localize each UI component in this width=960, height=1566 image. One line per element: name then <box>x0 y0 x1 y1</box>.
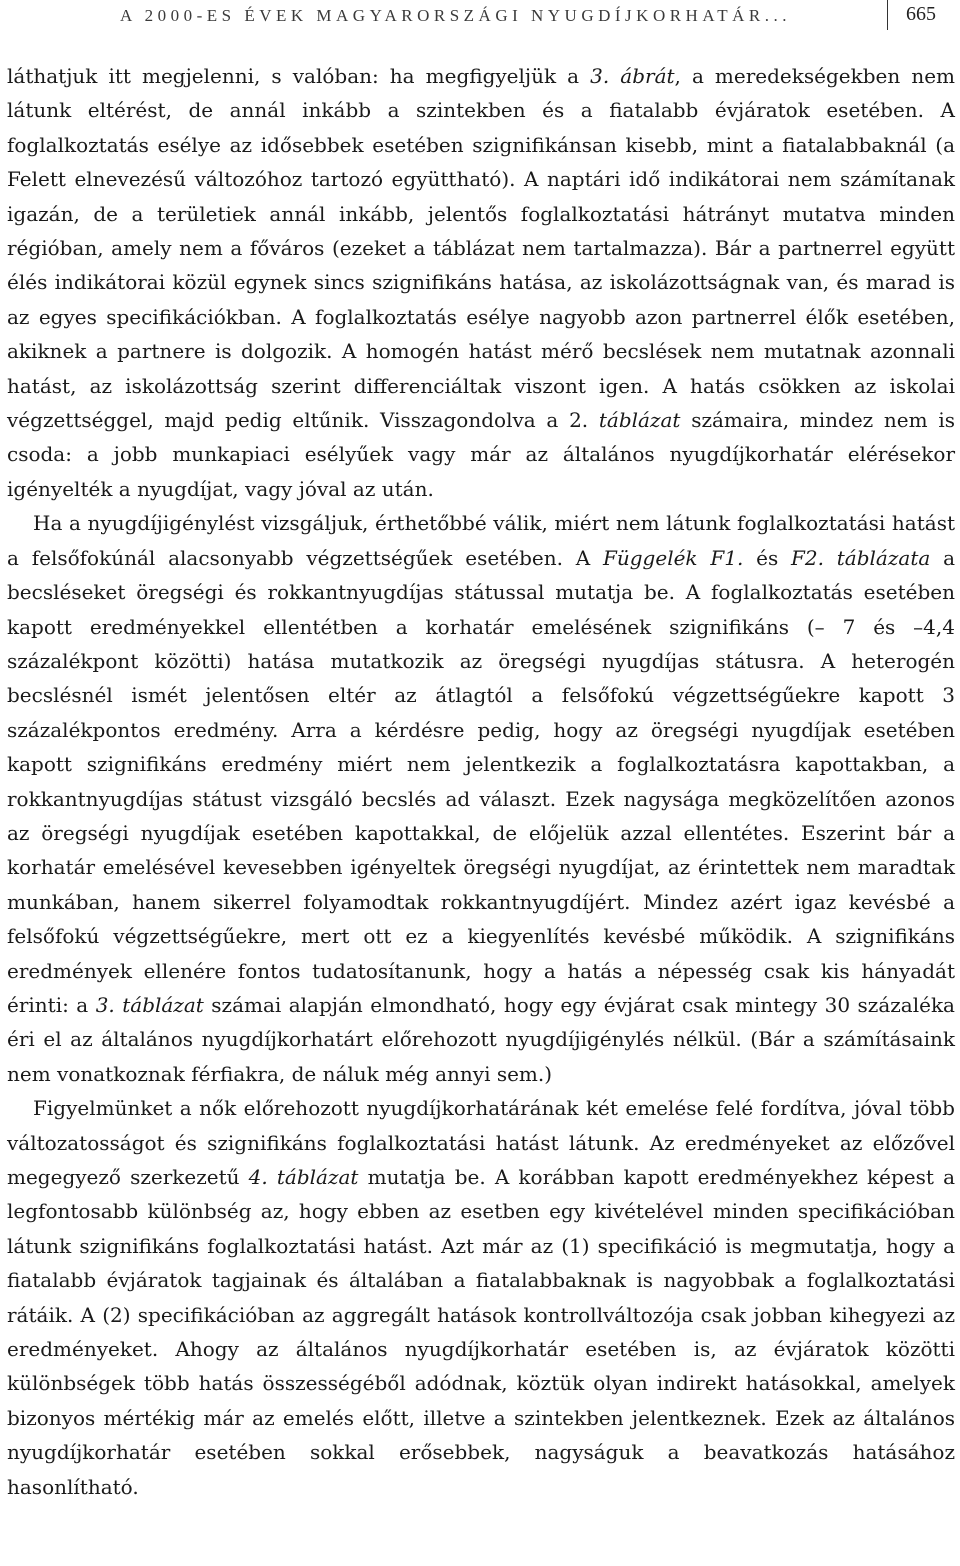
italic-reference: táblázat <box>598 408 681 433</box>
italic-reference: 4. táblázat <box>248 1165 359 1189</box>
text-run: számaira, mindez nem is csoda: a jobb munkapiaci esélyűek vagy már az általános nyugdíjkorhatár elérésekor igényelték a nyugdíjat, vagy jóval az után. <box>7 408 955 501</box>
italic-reference: Függelék F1. <box>603 545 744 570</box>
text-run: számai alapján elmondható, hogy egy évjárat csak mintegy 30 százaléka éri el az általános nyugdíjkorhatárt előrehozott nyugdíjigénylés nélkül. (Bár a számításaink nem vonatkoznak férfiakra, de náluk még annyi sem.) <box>7 992 955 1086</box>
text-run: a becsléseket öregségi és rokkantnyugdíjas státussal mutatja be. A foglalkoztatás esetében kapott eredményekkel ellentétben a korhatár emelésének szignifikáns (– 7 és –4,4 százalékpont közötti) hatása mutatkozik az öregségi nyugdíjas státusra. A heterogén becslésnél ismét jelentősen eltér az átlagtól a felsőfokú végzettségűekre kapott 3 százalékpontos eredmény. Arra a kérdésre pedig, hogy az öregségi nyugdíjak esetében kapott szignifikáns eredmény miért nem jelentkezik a foglalkoztatásra kapottakban, a rokkantnyugdíjas státust vizsgáló becslés ad választ. Ezek nagysága megközelítően azonos az öregségi nyugdíjak esetében kapottakkal, de előjelük azzal ellentétes. Eszerint bár a korhatár emelésével kevesebben igényeltek öregségi nyugdíjat, az érintettek nem maradtak munkában, hanem sikerrel folyamodtak rokkantnyugdíjért. Mindez azért igaz kevésbé a felsőfokú végzettségűekre, mert ott ez a kiegyenlítés kevésbé működik. A szignifikáns eredmények ellenére fontos tudatosítanunk, hogy a hatás a népesség csak kis hányadát érinti: a <box>7 545 955 1017</box>
text-run: láthatjuk itt megjelenni, s valóban: ha megfigyeljük a <box>7 64 591 88</box>
text-run: és <box>743 545 792 570</box>
italic-reference: 3. ábrát <box>590 64 675 88</box>
text-run: mutatja be. A korábban kapott eredményekhez képest a legfontosabb különbség az, hogy ebben az esetben egy kivételével minden specifikációban látunk szignifikáns foglalkoztatási hatást. Azt már az (1) specifikáció is megmutatja, hogy a fiatalabb évjáratok tagjainak és általában a fiatalabbaknak is nagyobbak a foglalkoztatási rátáik. A (2) specifikációban az aggregált hatások kontrollváltozója csak jobban kihegyezi az eredményeket. Ahogy az általános nyugdíjkorhatár esetében is, az évjáratok közötti különbségek több hatás összességéből adódnak, köztük olyan indirekt hatásokkal, amelyek bizonyos mértékig már az emelés előtt, illetve a szintekben jelentkeznek. Ezek az általános nyugdíjkorhatár esetében sokkal erősebbek, nagyságuk a beavatkozás hatásához hasonlítható. <box>7 1165 955 1499</box>
paragraph <box>7 506 955 1091</box>
paragraph <box>7 1091 955 1504</box>
italic-reference: F2. táblázata <box>791 545 931 570</box>
paragraph <box>7 59 955 506</box>
text-run: Figyelmünket a nők előrehozott nyugdíjkorhatárának két emelése felé fordítva, jóval több változatosságot és szignifikáns foglalkoztatási hatást látunk. Az eredményeket az előzővel megegyező szerkezetű <box>7 1096 955 1189</box>
text-run: , a meredekségekben nem látunk eltérést, de annál inkább a szintekben és a fiatalabb évjáratok esetében. A foglalkoztatás esélye az idősebbek esetében szignifikánsan kisebb, mint a fiatalabbaknál (a Felett elnevezésű változóhoz tartozó együttható). A naptári idő indikátorai nem számítanak igazán, de a területiek annál inkább, jelentős foglalkoztatási hátrányt mutatva minden régióban, amely nem a főváros (ezeket a táblázat nem tartalmazza). Bár a partnerrel együtt élés indikátorai közül egynek sincs szignifikáns hatása, az iskolázottságnak van, és marad is az egyes specifikációkban. A foglalkoztatás esélye nagyobb azon partnerrel élők esetében, akiknek a partnere is dolgozik. A homogén hatást mérő becslések nem mutatnak azonnali hatást, az iskolázottság szerint differenciáltak viszont igen. A hatás csökken az iskolai végzettséggel, majd pedig eltűnik. Visszagondolva a 2. <box>7 64 955 433</box>
body-text <box>7 59 955 1504</box>
running-head: A 2000-ES ÉVEK MAGYARORSZÁGI NYUGDÍJKORHATÁR... <box>120 6 791 25</box>
text-run: Ha a nyugdíjigénylést vizsgáljuk, érthetőbbé válik, miért nem látunk foglalkoztatási hatást a felsőfokúnál alacsonyabb végzettségűek esetében. A <box>7 511 955 570</box>
header-divider <box>887 0 888 30</box>
page-number: 665 <box>906 3 936 25</box>
italic-reference: 3. táblázat <box>95 992 204 1017</box>
